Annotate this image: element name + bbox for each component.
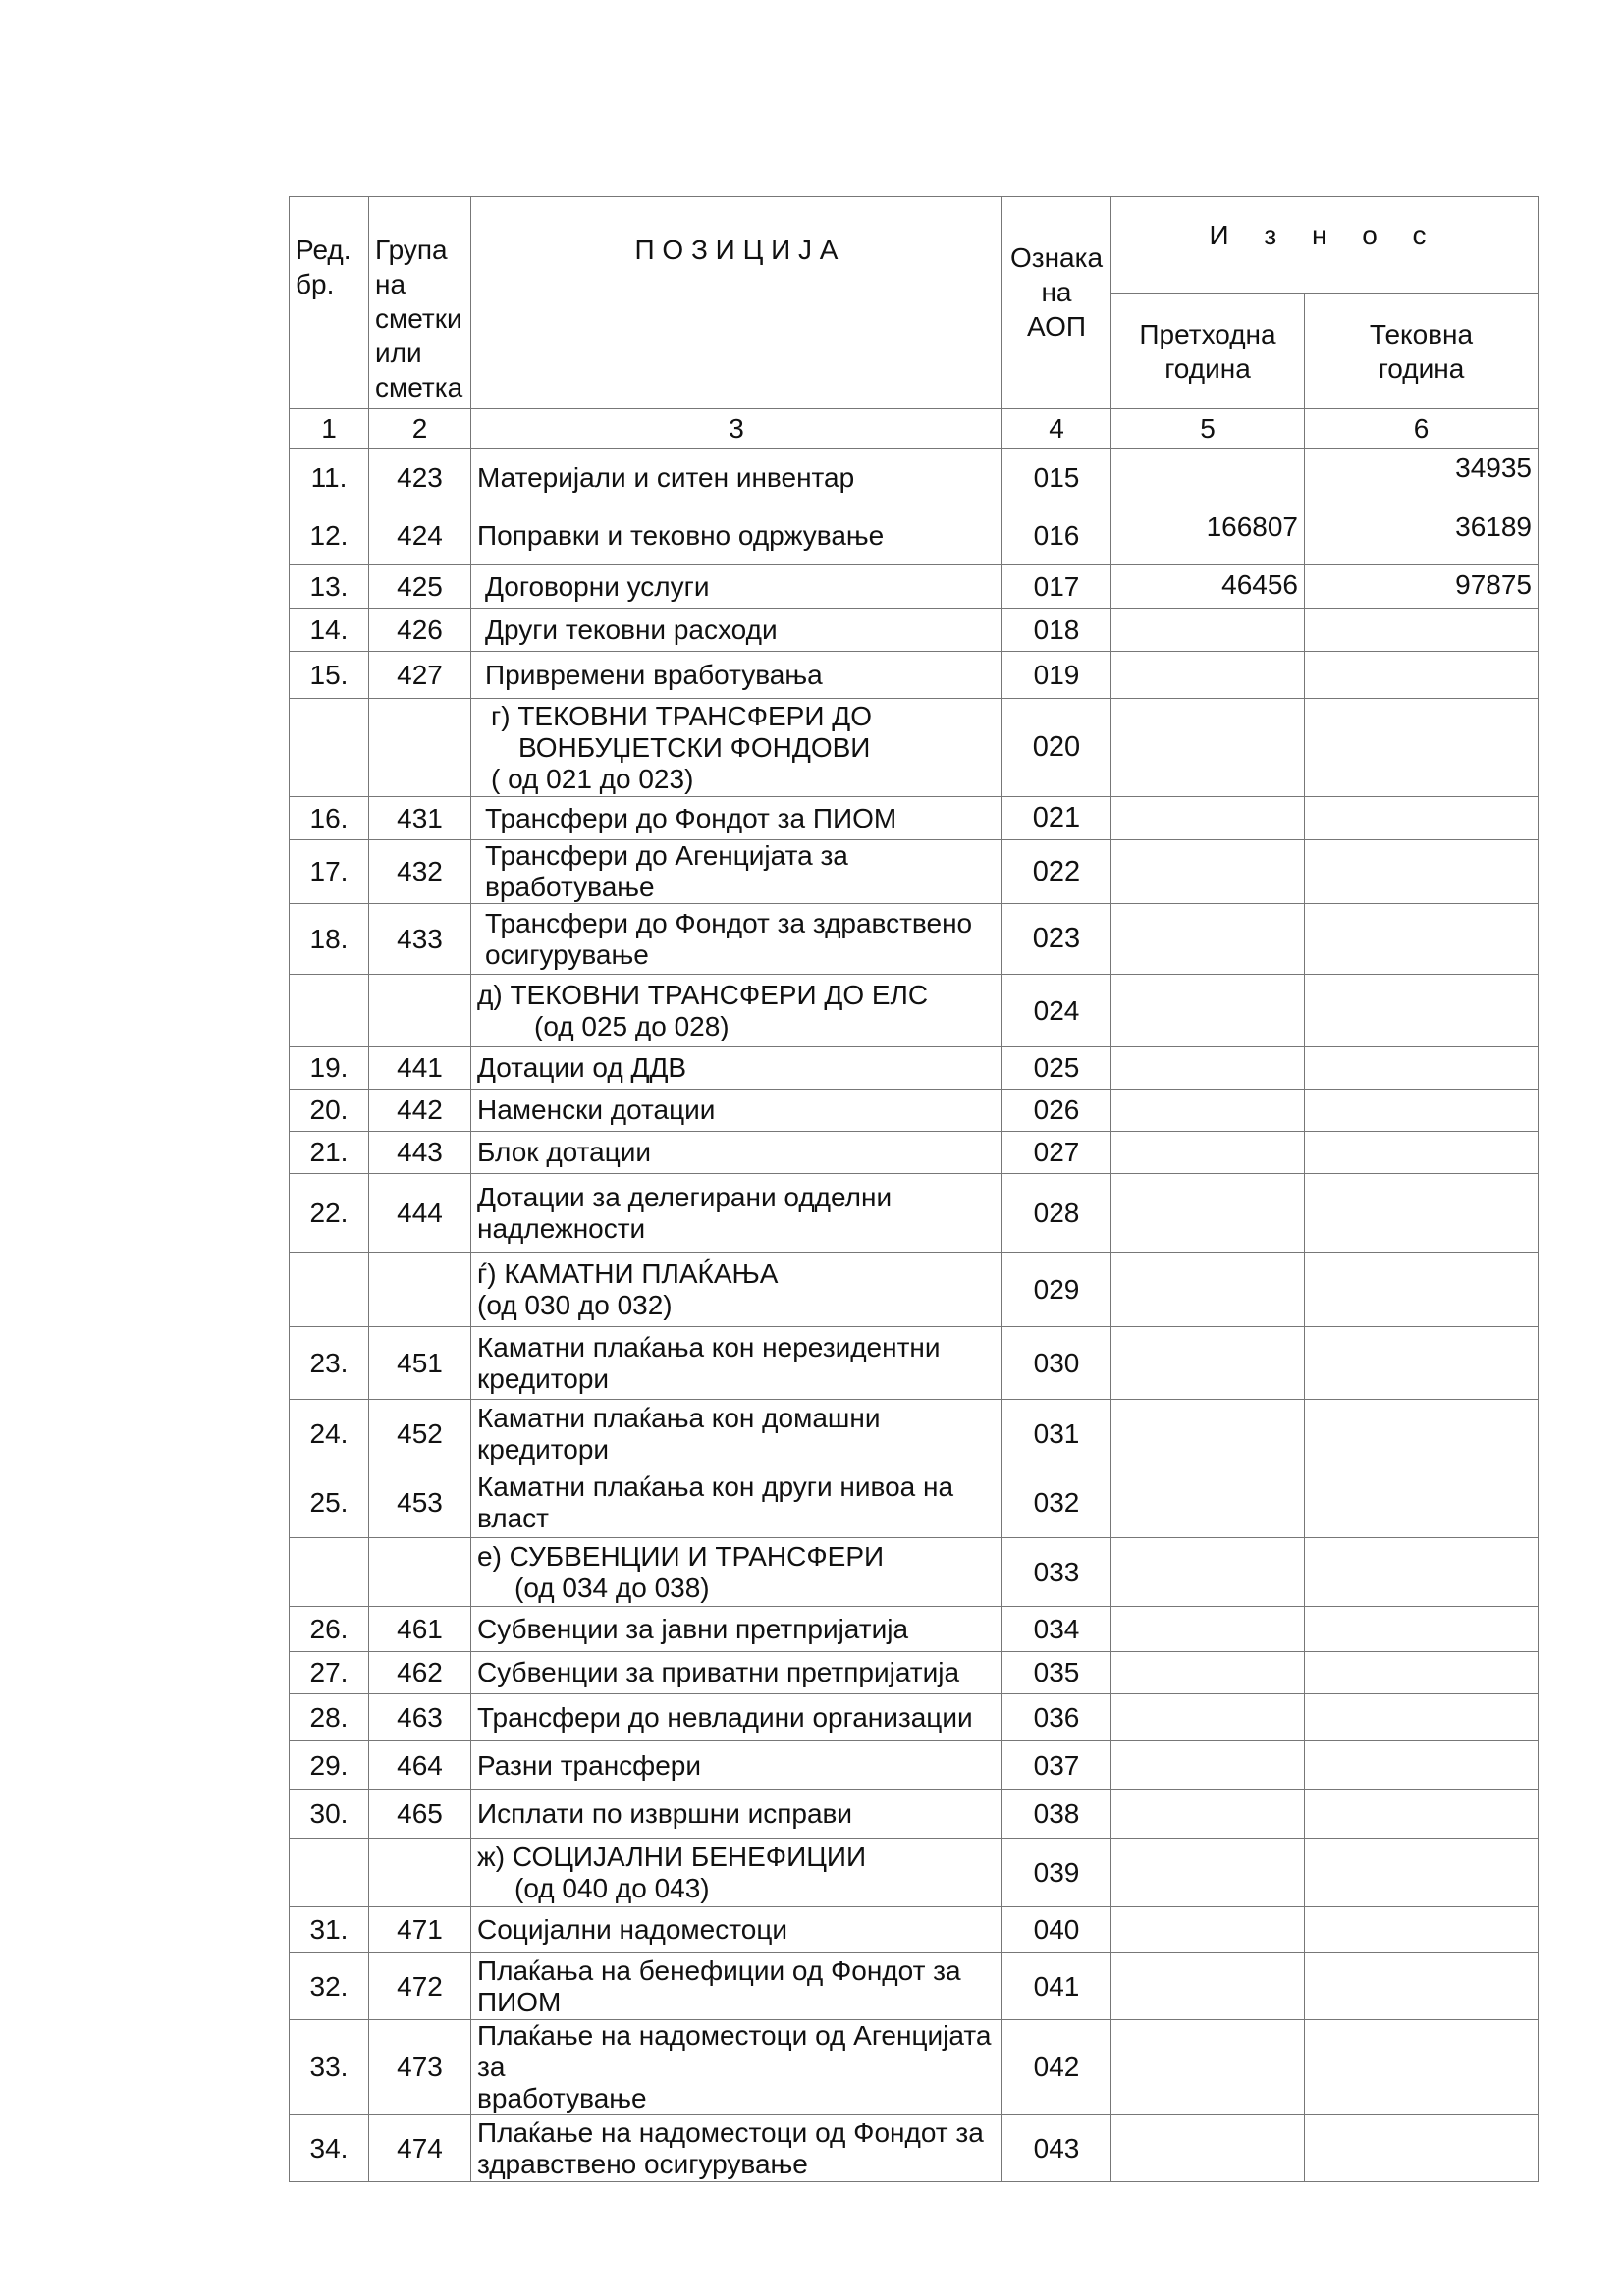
header-account-group-line1: Група (375, 235, 448, 265)
position-line: Дотации од ДДВ (477, 1052, 687, 1083)
position-line: Договорни услуги (485, 570, 710, 602)
col-number: 4 (1002, 409, 1111, 449)
row-number: 33. (290, 2020, 369, 2115)
header-current-year (1305, 294, 1539, 409)
position-label (471, 1253, 1002, 1327)
current-year-amount (1305, 1468, 1539, 1538)
account-group: 443 (369, 1132, 471, 1174)
header-account-group-line5: сметка (375, 372, 463, 402)
current-year-amount (1305, 1907, 1539, 1953)
current-year-amount (1305, 1327, 1539, 1400)
position-label (471, 449, 1002, 507)
current-year-amount (1305, 1174, 1539, 1253)
position-label (471, 652, 1002, 699)
aop-code: 022 (1002, 840, 1111, 904)
current-year-amount (1305, 1400, 1539, 1468)
account-group: 433 (369, 904, 471, 975)
position-line: (од 025 до 028) (534, 1010, 730, 1041)
position-line: г) ТЕКОВНИ ТРАНСФЕРИ ДО (491, 700, 872, 731)
aop-code: 040 (1002, 1907, 1111, 1953)
position-line: Каматни плаќања кон други нивоа на власт (477, 1471, 954, 1533)
position-label (471, 975, 1002, 1047)
position-label (471, 1090, 1002, 1132)
position-line: Субвенции за јавни претпријатија (477, 1613, 909, 1644)
current-year-amount (1305, 652, 1539, 699)
previous-year-amount (1111, 840, 1305, 904)
current-year-amount (1305, 699, 1539, 797)
current-year-amount (1305, 1047, 1539, 1090)
header-aop-line1: Ознака (1009, 242, 1104, 273)
aop-code: 015 (1002, 449, 1111, 507)
account-group: 423 (369, 449, 471, 507)
position-line: Трансфери до Агенцијата за вработување (485, 840, 848, 902)
aop-code: 024 (1002, 975, 1111, 1047)
position-line: Привремени вработувања (485, 659, 823, 690)
position-line: ПИОМ (477, 1986, 562, 2017)
table-row (290, 840, 1539, 904)
header-current-year-line1: Тековна (1369, 318, 1474, 349)
table-row (290, 699, 1539, 797)
position-line: ѓ) КАМАТНИ ПЛАЌАЊА (477, 1257, 779, 1289)
position-label (471, 1607, 1002, 1652)
previous-year-amount (1111, 609, 1305, 652)
account-group: 465 (369, 1790, 471, 1839)
header-row-number-line1: Ред. (296, 235, 352, 265)
position-line: вработување (477, 2083, 647, 2113)
previous-year-amount (1111, 797, 1305, 840)
position-line: Социјални надоместоци (477, 1914, 788, 1945)
account-group: 461 (369, 1607, 471, 1652)
row-number (290, 1253, 369, 1327)
account-group: 426 (369, 609, 471, 652)
row-number (290, 1839, 369, 1907)
previous-year-amount (1111, 1694, 1305, 1741)
current-year-amount (1305, 1953, 1539, 2020)
current-year-amount (1305, 797, 1539, 840)
header-amount-label: И з н о с (1209, 219, 1440, 250)
current-year-amount (1305, 1607, 1539, 1652)
current-year-amount: 34935 (1305, 449, 1539, 507)
position-line: ( од 021 до 023) (491, 763, 694, 794)
position-line: Трансфери до Фондот за здравствено (485, 907, 973, 938)
previous-year-amount (1111, 699, 1305, 797)
position-label (471, 1174, 1002, 1253)
account-group (369, 699, 471, 797)
position-line: Исплати по извршни исправи (477, 1798, 853, 1829)
position-label (471, 1652, 1002, 1694)
aop-code: 027 (1002, 1132, 1111, 1174)
aop-code: 028 (1002, 1174, 1111, 1253)
position-label (471, 1790, 1002, 1839)
position-label (471, 507, 1002, 565)
table-row (290, 609, 1539, 652)
aop-code: 037 (1002, 1741, 1111, 1790)
position-line: осигурување (485, 938, 649, 970)
aop-code: 034 (1002, 1607, 1111, 1652)
account-group: 463 (369, 1694, 471, 1741)
table-row (290, 565, 1539, 609)
col-number: 5 (1111, 409, 1305, 449)
position-line: кредитори (477, 1362, 610, 1394)
col-number: 3 (471, 409, 1002, 449)
account-group: 442 (369, 1090, 471, 1132)
previous-year-amount (1111, 1400, 1305, 1468)
position-label (471, 1694, 1002, 1741)
previous-year-amount (1111, 1907, 1305, 1953)
previous-year-amount (1111, 1047, 1305, 1090)
table-row (290, 1538, 1539, 1607)
aop-code: 017 (1002, 565, 1111, 609)
current-year-amount: 97875 (1305, 565, 1539, 609)
row-number (290, 699, 369, 797)
position-line: ВОНБУЏЕТСКИ ФОНДОВИ (518, 731, 871, 763)
aop-code: 026 (1002, 1090, 1111, 1132)
previous-year-amount: 166807 (1111, 507, 1305, 565)
position-line: Субвенции за приватни претпријатија (477, 1657, 960, 1687)
account-group: 451 (369, 1327, 471, 1400)
position-label (471, 1953, 1002, 2020)
row-number: 30. (290, 1790, 369, 1839)
table-row (290, 1953, 1539, 2020)
position-line: Каматни плаќања кон домашни кредитори (477, 1402, 881, 1465)
position-line: Наменски дотации (477, 1095, 716, 1125)
account-group: 452 (369, 1400, 471, 1468)
current-year-amount (1305, 1090, 1539, 1132)
previous-year-amount (1111, 1953, 1305, 2020)
aop-code: 020 (1002, 699, 1111, 797)
row-number: 26. (290, 1607, 369, 1652)
position-label (471, 1468, 1002, 1538)
aop-code: 031 (1002, 1400, 1111, 1468)
header-account-group-line3: сметки (375, 303, 462, 334)
account-group: 472 (369, 1953, 471, 2020)
current-year-amount (1305, 1790, 1539, 1839)
position-label (471, 797, 1002, 840)
aop-code: 036 (1002, 1694, 1111, 1741)
header-row-number (290, 197, 369, 409)
row-number: 25. (290, 1468, 369, 1538)
current-year-amount (1305, 1694, 1539, 1741)
aop-code: 035 (1002, 1652, 1111, 1694)
position-line: здравствено осигурување (477, 2148, 808, 2179)
table-row (290, 507, 1539, 565)
row-number: 24. (290, 1400, 369, 1468)
position-line: Трансфери до невладини организации (477, 1701, 973, 1733)
position-line: Материјали и ситен инвентар (477, 461, 855, 493)
header-aop (1002, 197, 1111, 409)
position-line: Поправки и тековно одржување (477, 520, 885, 551)
aop-code: 043 (1002, 2115, 1111, 2182)
aop-code: 030 (1002, 1327, 1111, 1400)
statement-rows (290, 449, 1539, 2182)
table-row (290, 652, 1539, 699)
account-group: 441 (369, 1047, 471, 1090)
previous-year-amount (1111, 1538, 1305, 1607)
table-row (290, 2020, 1539, 2115)
previous-year-amount (1111, 1090, 1305, 1132)
table-row (290, 904, 1539, 975)
table-row (290, 1253, 1539, 1327)
previous-year-amount (1111, 1468, 1305, 1538)
header-aop-line2: на АОП (1027, 277, 1086, 342)
table-row (290, 1694, 1539, 1741)
table-row (290, 1047, 1539, 1090)
position-line: е) СУБВЕНЦИИ И ТРАНСФЕРИ (477, 1540, 885, 1572)
position-label (471, 609, 1002, 652)
aop-code: 016 (1002, 507, 1111, 565)
position-line: (од 034 до 038) (514, 1572, 710, 1603)
column-number-row (290, 409, 1539, 449)
table-row (290, 1839, 1539, 1907)
row-number: 29. (290, 1741, 369, 1790)
position-label (471, 840, 1002, 904)
current-year-amount (1305, 2115, 1539, 2182)
col-number: 2 (369, 409, 471, 449)
aop-code: 023 (1002, 904, 1111, 975)
current-year-amount (1305, 1839, 1539, 1907)
aop-code: 019 (1002, 652, 1111, 699)
account-group: 453 (369, 1468, 471, 1538)
table-row (290, 975, 1539, 1047)
previous-year-amount (1111, 449, 1305, 507)
position-label (471, 1047, 1002, 1090)
aop-code: 033 (1002, 1538, 1111, 1607)
row-number: 21. (290, 1132, 369, 1174)
previous-year-amount (1111, 904, 1305, 975)
table-row (290, 1652, 1539, 1694)
table-row (290, 1907, 1539, 1953)
row-number (290, 1538, 369, 1607)
previous-year-amount (1111, 1607, 1305, 1652)
current-year-amount (1305, 1741, 1539, 1790)
row-number: 20. (290, 1090, 369, 1132)
current-year-amount: 36189 (1305, 507, 1539, 565)
account-group: 427 (369, 652, 471, 699)
header-previous-year-line2: година (1164, 352, 1251, 384)
previous-year-amount (1111, 975, 1305, 1047)
header-position (471, 197, 1002, 409)
header-amount (1111, 197, 1539, 294)
previous-year-amount (1111, 2115, 1305, 2182)
current-year-amount (1305, 1538, 1539, 1607)
position-label (471, 1839, 1002, 1907)
position-line: Блок дотации (477, 1137, 652, 1167)
current-year-amount (1305, 840, 1539, 904)
position-line: Дотации за делегирани одделни (477, 1181, 893, 1212)
aop-code: 025 (1002, 1047, 1111, 1090)
position-line: ж) СОЦИЈАЛНИ БЕНЕФИЦИИ (477, 1841, 867, 1872)
financial-statement-sheet (289, 196, 1538, 2182)
previous-year-amount (1111, 1174, 1305, 1253)
header-account-group (369, 197, 471, 409)
row-number: 18. (290, 904, 369, 975)
aop-code: 029 (1002, 1253, 1111, 1327)
position-label (471, 1741, 1002, 1790)
previous-year-amount (1111, 2020, 1305, 2115)
aop-code: 018 (1002, 609, 1111, 652)
table-row (290, 1400, 1539, 1468)
table-row (290, 1090, 1539, 1132)
position-label (471, 904, 1002, 975)
row-number: 16. (290, 797, 369, 840)
previous-year-amount (1111, 1741, 1305, 1790)
row-number: 28. (290, 1694, 369, 1741)
account-group: 444 (369, 1174, 471, 1253)
position-label (471, 2020, 1002, 2115)
account-group: 471 (369, 1907, 471, 1953)
current-year-amount (1305, 975, 1539, 1047)
table-row (290, 2115, 1539, 2182)
row-number: 23. (290, 1327, 369, 1400)
position-label (471, 699, 1002, 797)
table-row (290, 1607, 1539, 1652)
previous-year-amount (1111, 1839, 1305, 1907)
table-row (290, 1790, 1539, 1839)
row-number (290, 975, 369, 1047)
row-number: 14. (290, 609, 369, 652)
position-line: Плаќања на бенефиции од Фондот за (477, 1954, 961, 1986)
account-group: 431 (369, 797, 471, 840)
position-line: (од 030 до 032) (477, 1289, 673, 1320)
current-year-amount (1305, 609, 1539, 652)
account-group: 424 (369, 507, 471, 565)
account-group (369, 975, 471, 1047)
statement-table (289, 196, 1539, 2182)
table-row (290, 449, 1539, 507)
previous-year-amount (1111, 1132, 1305, 1174)
aop-code: 042 (1002, 2020, 1111, 2115)
row-number: 12. (290, 507, 369, 565)
header-previous-year (1111, 294, 1305, 409)
row-number: 32. (290, 1953, 369, 2020)
account-group (369, 1839, 471, 1907)
table-row (290, 797, 1539, 840)
current-year-amount (1305, 904, 1539, 975)
previous-year-amount: 46456 (1111, 565, 1305, 609)
header-previous-year-line1: Претходна (1139, 318, 1276, 349)
table-row (290, 1468, 1539, 1538)
previous-year-amount (1111, 1327, 1305, 1400)
row-number: 31. (290, 1907, 369, 1953)
row-number: 17. (290, 840, 369, 904)
previous-year-amount (1111, 1253, 1305, 1327)
position-line: (од 040 до 043) (514, 1872, 710, 1903)
header-position-label: П О З И Ц И Ј А (634, 234, 839, 265)
col-number: 6 (1305, 409, 1539, 449)
header-current-year-line2: година (1378, 352, 1465, 384)
row-number: 27. (290, 1652, 369, 1694)
position-line: Разни трансфери (477, 1749, 701, 1781)
position-label (471, 565, 1002, 609)
position-line: Трансфери до Фондот за ПИОМ (485, 802, 897, 833)
aop-code: 039 (1002, 1839, 1111, 1907)
position-line: Плаќање на надоместоци од Фондот за (477, 2116, 984, 2148)
row-number: 22. (290, 1174, 369, 1253)
row-number: 19. (290, 1047, 369, 1090)
row-number: 15. (290, 652, 369, 699)
previous-year-amount (1111, 652, 1305, 699)
aop-code: 021 (1002, 797, 1111, 840)
previous-year-amount (1111, 1790, 1305, 1839)
header-account-group-line2: на (375, 269, 406, 299)
col-number: 1 (290, 409, 369, 449)
account-group (369, 1538, 471, 1607)
aop-code: 032 (1002, 1468, 1111, 1538)
table-row (290, 1132, 1539, 1174)
account-group: 425 (369, 565, 471, 609)
account-group: 474 (369, 2115, 471, 2182)
header-row-number-line2: бр. (296, 269, 335, 299)
account-group: 462 (369, 1652, 471, 1694)
aop-code: 038 (1002, 1790, 1111, 1839)
account-group (369, 1253, 471, 1327)
row-number: 13. (290, 565, 369, 609)
aop-code: 041 (1002, 1953, 1111, 2020)
table-row (290, 1741, 1539, 1790)
row-number: 34. (290, 2115, 369, 2182)
account-group: 432 (369, 840, 471, 904)
previous-year-amount (1111, 1652, 1305, 1694)
position-line: д) ТЕКОВНИ ТРАНСФЕРИ ДО ЕЛС (477, 979, 929, 1010)
current-year-amount (1305, 1652, 1539, 1694)
row-number: 11. (290, 449, 369, 507)
position-line: надлежности (477, 1212, 646, 1244)
position-label (471, 1327, 1002, 1400)
account-group: 464 (369, 1741, 471, 1790)
current-year-amount (1305, 1253, 1539, 1327)
header-account-group-line4: или (375, 338, 422, 368)
position-label (471, 1538, 1002, 1607)
current-year-amount (1305, 1132, 1539, 1174)
position-line: Плаќање на надоместоци од Агенцијата за (477, 2020, 992, 2082)
position-line: Други тековни расходи (485, 614, 778, 645)
position-label (471, 2115, 1002, 2182)
position-line: Каматни плаќања кон нерезидентни (477, 1331, 941, 1362)
table-row (290, 1327, 1539, 1400)
position-label (471, 1907, 1002, 1953)
position-label (471, 1400, 1002, 1468)
current-year-amount (1305, 2020, 1539, 2115)
account-group: 473 (369, 2020, 471, 2115)
position-label (471, 1132, 1002, 1174)
table-row (290, 1174, 1539, 1253)
